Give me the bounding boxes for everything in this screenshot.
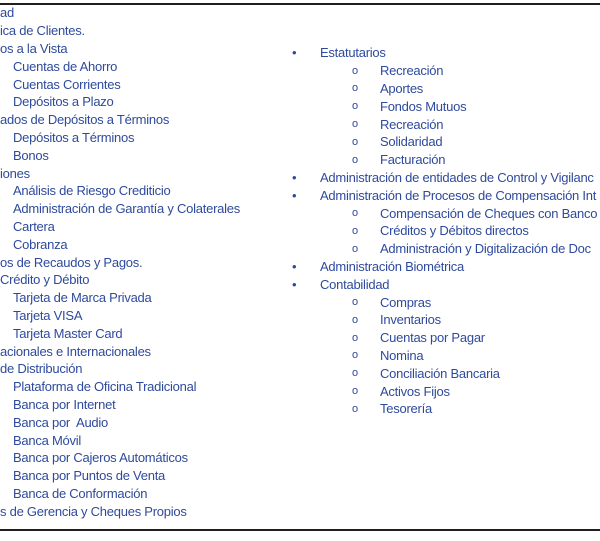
list-item-label: Contabilidad [320, 276, 390, 292]
list-item [292, 62, 600, 80]
sub-bullet-icon: o [352, 224, 358, 237]
list-item-label: Inventarios [380, 312, 441, 328]
list-item [0, 129, 300, 147]
list-item [292, 329, 600, 347]
list-item-label: Banca por Audio [13, 414, 109, 430]
list-item [0, 93, 300, 111]
list-item [292, 133, 600, 151]
list-item-label: Compensación de Cheques con Banco [380, 205, 598, 221]
list-item [292, 311, 600, 329]
list-item-label: Crédito y Débito [0, 272, 90, 288]
list-item [292, 151, 600, 169]
list-item [0, 360, 300, 378]
list-item [0, 289, 300, 307]
bottom-rule [0, 529, 600, 531]
list-item-label: Compras [380, 294, 431, 310]
list-item-label: Nomina [380, 347, 424, 363]
list-item-label: Cartera [13, 218, 55, 234]
list-item-label: ados de Depósitos a Términos [0, 112, 170, 128]
sub-bullet-icon: o [352, 367, 358, 380]
list-item [292, 275, 600, 293]
sub-bullet-icon: o [352, 64, 358, 77]
list-item [0, 164, 300, 182]
list-item [292, 204, 600, 222]
list-item-label: s de Gerencia y Cheques Propios [0, 503, 187, 519]
list-item [0, 40, 300, 58]
list-item [0, 342, 300, 360]
list-item-label: Administración de Garantía y Colaterales [13, 201, 241, 217]
list-item [0, 431, 300, 449]
list-item [0, 200, 300, 218]
list-item-label: Plataforma de Oficina Tradicional [13, 379, 197, 395]
list-item-label: Cuentas por Pagar [380, 330, 485, 346]
list-item-label: Tarjeta Master Card [13, 325, 123, 341]
list-item [0, 502, 300, 520]
left-outline-list [0, 4, 300, 520]
list-item-label: Banca de Conformación [13, 485, 148, 501]
list-item-label: Cuentas de Ahorro [13, 58, 118, 74]
right-outline-list [292, 44, 600, 418]
bullet-icon: • [292, 258, 297, 274]
list-item [0, 146, 300, 164]
sub-bullet-icon: o [352, 242, 358, 255]
list-item [0, 235, 300, 253]
list-item [0, 485, 300, 503]
list-item-label: ica de Clientes. [0, 23, 85, 39]
list-item-label: Estatutarios [320, 45, 386, 61]
sub-bullet-icon: o [352, 402, 358, 415]
list-item-label: os a la Vista [0, 40, 68, 56]
list-item-label: Depósitos a Plazo [13, 94, 114, 110]
list-item [0, 378, 300, 396]
list-item [292, 347, 600, 365]
bullet-icon: • [292, 276, 297, 292]
list-item-label: Administración y Digitalización de Doc [380, 241, 591, 257]
bullet-icon: • [292, 187, 297, 203]
list-item-label: Cuentas Corrientes [13, 76, 121, 92]
list-item [0, 413, 300, 431]
sub-bullet-icon: o [352, 207, 358, 220]
list-item [0, 4, 300, 22]
list-item [292, 364, 600, 382]
sub-bullet-icon: o [352, 118, 358, 131]
list-item [292, 169, 600, 187]
list-item-label: iones [0, 165, 30, 181]
list-item [292, 400, 600, 418]
list-item [292, 80, 600, 98]
list-item [0, 324, 300, 342]
list-item-label: Aportes [380, 80, 424, 96]
list-item-label: Depósitos a Términos [13, 129, 135, 145]
list-item-label: Banca por Puntos de Venta [13, 468, 166, 484]
list-item-label: Tesorería [380, 401, 432, 417]
list-item [292, 115, 600, 133]
list-item [0, 111, 300, 129]
list-item [292, 293, 600, 311]
list-item-label: Fondos Mutuos [380, 98, 467, 114]
list-item-label: Análisis de Riesgo Crediticio [13, 183, 171, 199]
list-item-label: os de Recaudos y Pagos. [0, 254, 143, 270]
list-item [0, 218, 300, 236]
list-item-label: Facturación [380, 152, 446, 168]
list-item [292, 382, 600, 400]
list-item [0, 253, 300, 271]
list-item [0, 307, 300, 325]
list-item-label: de Distribución [0, 361, 83, 377]
list-item [292, 97, 600, 115]
bullet-icon: • [292, 169, 297, 185]
list-item [292, 258, 600, 276]
sub-bullet-icon: o [352, 313, 358, 326]
sub-bullet-icon: o [352, 82, 358, 95]
list-item-label: acionales e Internacionales [0, 343, 151, 359]
list-item-label: Bonos [13, 147, 49, 163]
list-item-label: Administración de entidades de Control y Vigilanc [320, 169, 594, 185]
list-item [292, 222, 600, 240]
sub-bullet-icon: o [352, 100, 358, 113]
list-item-label: Solidaridad [380, 134, 443, 150]
list-item [0, 22, 300, 40]
list-item-label: Conciliación Bancaria [380, 365, 500, 381]
list-item [0, 396, 300, 414]
list-item [0, 449, 300, 467]
list-item [0, 182, 300, 200]
list-item [292, 186, 600, 204]
list-item-label: Recreación [380, 63, 444, 79]
list-item-label: ad [0, 5, 14, 21]
list-item-label: Recreación [380, 116, 444, 132]
list-item [0, 467, 300, 485]
sub-bullet-icon: o [352, 349, 358, 362]
list-item [292, 44, 600, 62]
list-item-label: Tarjeta VISA [13, 307, 83, 323]
list-item-label: Créditos y Débitos directos [380, 223, 529, 239]
list-item-label: Banca por Internet [13, 396, 116, 412]
bullet-icon: • [292, 45, 297, 61]
sub-bullet-icon: o [352, 135, 358, 148]
list-item [0, 271, 300, 289]
list-item-label: Banca Móvil [13, 432, 82, 448]
sub-bullet-icon: o [352, 385, 358, 398]
list-item-label: Tarjeta de Marca Privada [13, 290, 152, 306]
list-item [292, 240, 600, 258]
list-item [0, 57, 300, 75]
list-item-label: Administración de Procesos de Compensación Int [320, 187, 597, 203]
sub-bullet-icon: o [352, 153, 358, 166]
list-item-label: Cobranza [13, 236, 68, 252]
sub-bullet-icon: o [352, 296, 358, 309]
list-item-label: Administración Biométrica [320, 258, 465, 274]
list-item-label: Activos Fijos [380, 383, 450, 399]
list-item-label: Banca por Cajeros Automáticos [13, 450, 188, 466]
sub-bullet-icon: o [352, 331, 358, 344]
list-item [0, 75, 300, 93]
